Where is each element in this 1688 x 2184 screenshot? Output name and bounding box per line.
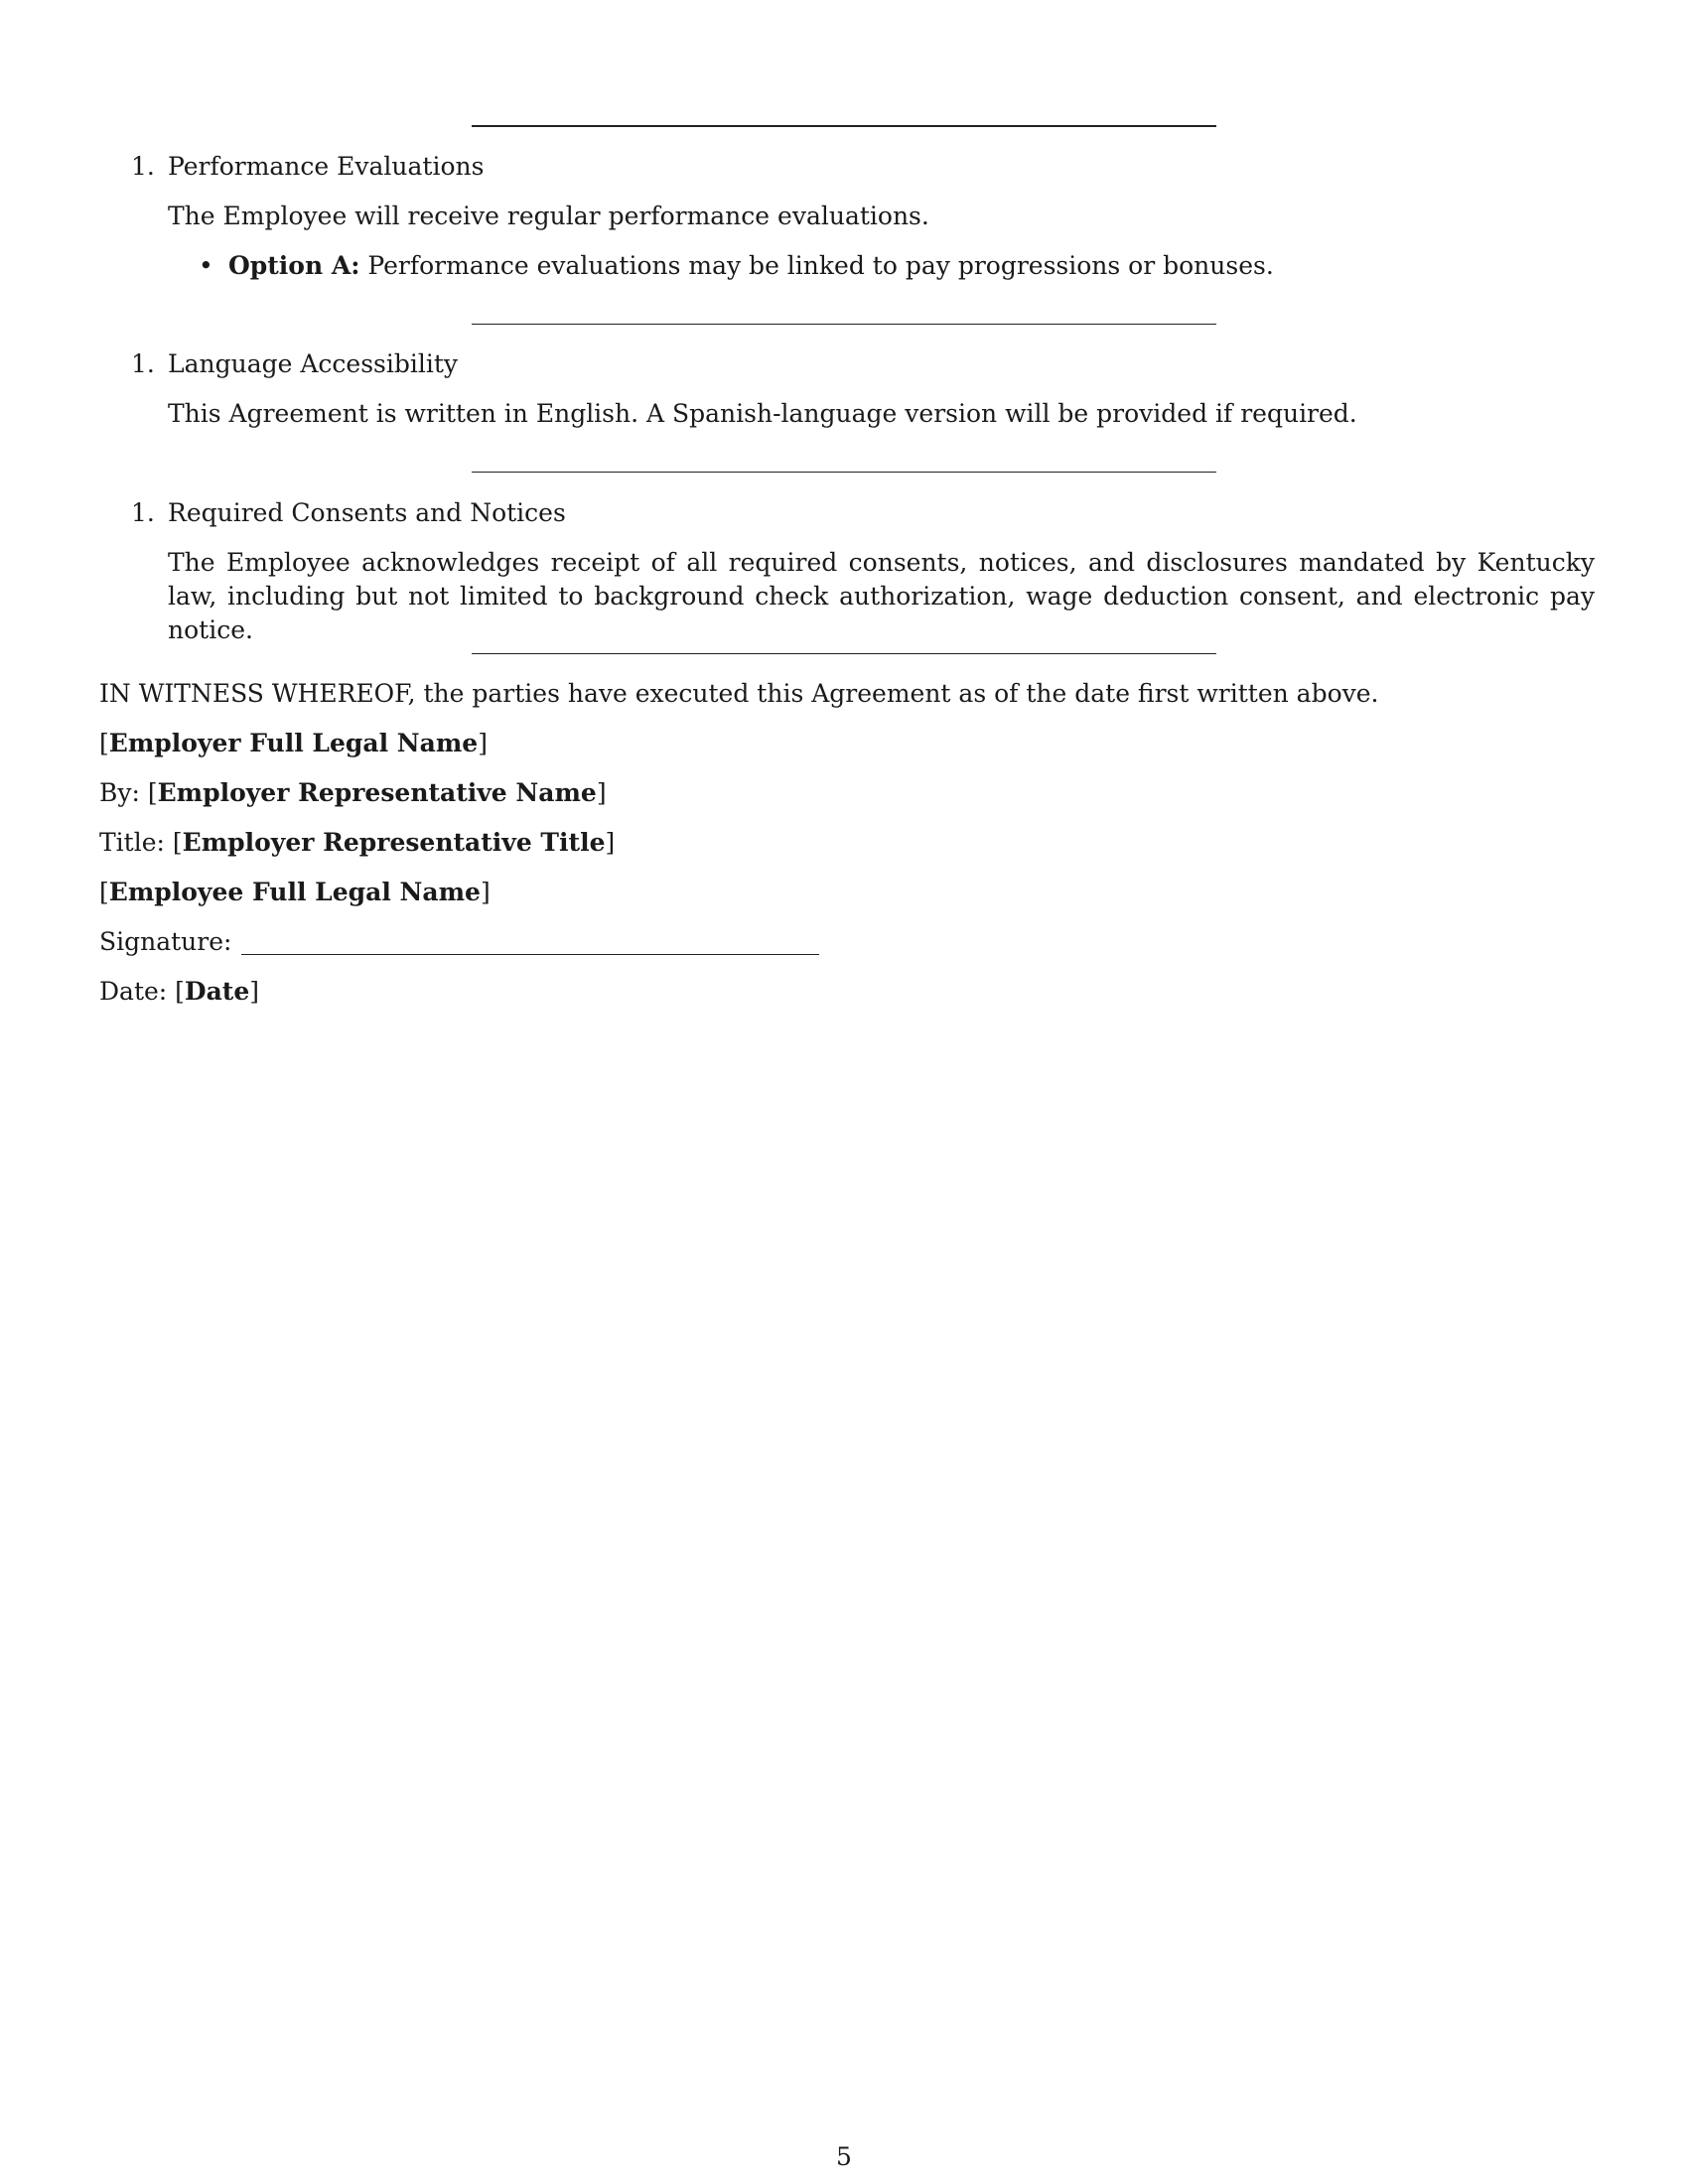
section-divider [472, 125, 1216, 127]
signature-field[interactable] [241, 932, 819, 955]
section-heading: Performance Evaluations [168, 152, 485, 181]
signature-label: Signature: [99, 927, 232, 956]
title-label: Title: [99, 828, 165, 857]
section-number: 1. [131, 152, 155, 181]
section-body: This Agreement is written in English. A Spanish-language version will be provided if required. [168, 399, 1357, 428]
date-label: Date: [99, 977, 168, 1006]
section-body: The Employee acknowledges receipt of all required consents, notices, and disclosures mandated by Kentucky law, including but not limited to background check authorization, wage deduction consent, and electronic pay notice. [168, 548, 1595, 644]
bullet-item [228, 249, 1274, 283]
employee-name-line: [Employee Full Legal Name] [99, 878, 491, 906]
signature-line [99, 925, 819, 959]
bullet-text: Performance evaluations may be linked to pay progressions or bonuses. [359, 251, 1274, 280]
employee-name: Employee Full Legal Name [108, 878, 481, 906]
representative-title: Employer Representative Title [182, 828, 606, 857]
section-divider [472, 472, 1216, 473]
date-value: Date [184, 977, 250, 1006]
page-number: 5 [836, 2142, 852, 2171]
section-heading: Required Consents and Notices [168, 498, 566, 527]
employer-name-line: [Employer Full Legal Name] [99, 729, 488, 757]
by-label: By: [99, 778, 140, 807]
bullet-label: Option A: [228, 251, 360, 280]
representative-title-line: Title: [Employer Representative Title] [99, 828, 616, 857]
date-line: Date: [Date] [99, 977, 260, 1006]
section-heading: Language Accessibility [168, 349, 459, 378]
section-divider [472, 324, 1216, 325]
section-number: 1. [131, 349, 155, 378]
employer-name: Employer Full Legal Name [108, 729, 479, 757]
section-body: The Employee will receive regular performance evaluations. [168, 202, 929, 230]
representative-name-line: By: [Employer Representative Name] [99, 778, 607, 807]
bullet-marker: • [199, 251, 213, 280]
section-number: 1. [131, 498, 155, 527]
section-divider [472, 653, 1216, 654]
representative-name: Employer Representative Name [157, 778, 597, 807]
witness-statement: IN WITNESS WHEREOF, the parties have executed this Agreement as of the date first written above. [99, 679, 1379, 708]
